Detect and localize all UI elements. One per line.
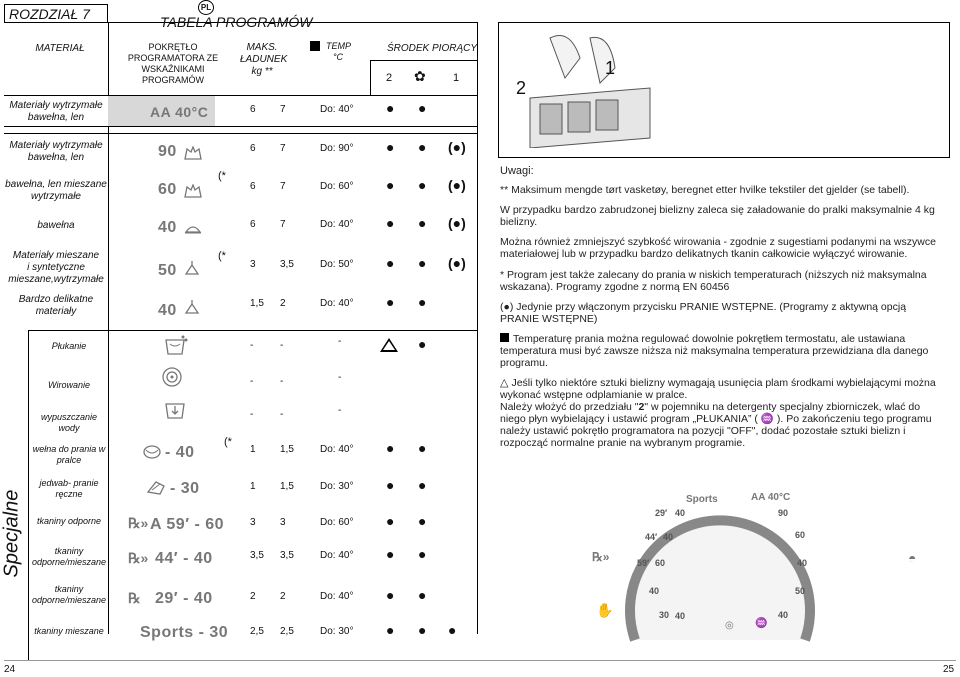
detergent-flower-marker: ● — [418, 139, 427, 155]
row-material: tkaniny odporne/mieszane — [31, 584, 107, 605]
temp-value: Do: 40° — [320, 219, 354, 230]
detergent-1-marker: (●) — [448, 215, 466, 231]
detergent-2-marker: ● — [386, 546, 395, 562]
chapter-title: ROZDZIAŁ 7 — [9, 6, 90, 22]
express-icon: ℞ — [128, 590, 141, 606]
dial-59b: 60 — [655, 558, 666, 568]
row-material: tkaniny mieszane — [34, 626, 104, 636]
detergent-flower-marker: ● — [418, 587, 427, 603]
cotton-icon — [184, 146, 202, 160]
dial-60: 60 — [795, 530, 806, 540]
load-max-value: 1,5 — [280, 444, 294, 455]
load-max-value: 7 — [280, 219, 286, 230]
detergent-2-marker: ● — [386, 255, 395, 271]
temp-value: Do: 90° — [320, 143, 354, 154]
detergent-flower-marker: ● — [418, 294, 427, 310]
notes-block — [500, 165, 948, 449]
temp-square-icon — [310, 41, 320, 51]
detergent-drawer-illustration — [520, 28, 660, 148]
flower-icon: ✿ — [414, 68, 426, 84]
note-6: Temperaturę prania można regulować dowolnie pokrętłem termostatu, ale ustawiana temperatura musi być zawsze niższa niż maksymalna temperatura przewidziana dla danego programu. — [500, 333, 929, 369]
rinse-icon: ♒ — [757, 413, 777, 425]
page-number-left: 24 — [4, 664, 16, 675]
header-material: MATERIAŁ — [35, 43, 85, 54]
dial-44: 44′ — [645, 532, 658, 542]
cotton-icon — [184, 220, 202, 234]
temp-value: Do: 40° — [320, 104, 354, 115]
express-icon: ℞» — [128, 550, 149, 566]
wool-icon: ◓ — [908, 550, 917, 566]
load-min-value: - — [250, 376, 254, 387]
program-label: 50 — [158, 262, 177, 279]
drain-icon — [164, 402, 186, 422]
spin-icon — [162, 367, 182, 387]
detergent-1-marker: (●) — [448, 139, 466, 155]
dial-90: 90 — [778, 508, 789, 518]
detergent-2-marker: ● — [386, 100, 395, 116]
load-max-value: 3 — [280, 517, 286, 528]
program-label: 40 — [158, 219, 177, 236]
detergent-flower-marker: ● — [418, 513, 427, 529]
temp-value: - — [338, 405, 342, 416]
detergent-2-marker: ● — [386, 477, 395, 493]
load-max-value: 7 — [280, 181, 286, 192]
note-1: ** Maksimum mengde tørt vasketøy, beregnet etter hvilke tekstiler det gjelder (se tabell). — [500, 184, 910, 196]
note-5: (●) Jedynie przy włączonym przycisku PRANIE WSTĘPNE. (Programy z aktywną opcją PRANIE WSTĘPNE) — [500, 301, 907, 325]
handwash-icon — [146, 478, 168, 496]
program-label: - 30 — [170, 480, 200, 497]
chapter-box — [4, 4, 108, 23]
load-min-value: 1 — [250, 481, 256, 492]
load-max-value: 2,5 — [280, 626, 294, 637]
row-material: Wirowanie — [48, 380, 90, 390]
note-2: W przypadku bardzo zabrudzonej bielizny zaleca się załadowanie do pralki maksymalnie 4 kg bielizny. — [500, 204, 935, 228]
wool-icon — [142, 442, 164, 460]
program-label: 40 — [158, 302, 177, 319]
load-min-value: 6 — [250, 181, 256, 192]
star-note: (* — [224, 436, 232, 448]
load-min-value: 6 — [250, 219, 256, 230]
temp-value: Do: 30° — [320, 481, 354, 492]
load-max-value: 7 — [280, 104, 286, 115]
load-max-value: 3,5 — [280, 550, 294, 561]
header-load: MAKS. ŁADUNEK kg ** — [240, 42, 288, 77]
dial-50: 50 — [795, 586, 806, 596]
row-material: bawełna, len mieszane wytrzymałe — [5, 179, 107, 202]
bleach-triangle-icon — [380, 338, 398, 352]
load-max-value: - — [280, 376, 284, 387]
program-label: Sports - 30 — [140, 624, 229, 641]
cotton-icon — [184, 184, 202, 198]
temp-value: Do: 40° — [320, 298, 354, 309]
detergent-flower-marker: ● — [418, 336, 427, 352]
detergent-flower-marker: ● — [418, 215, 427, 231]
detergent-flower-marker: ● — [418, 477, 427, 493]
temp-value: Do: 40° — [320, 591, 354, 602]
dial-aa: AA 40°C — [751, 492, 791, 503]
temp-value: Do: 50° — [320, 259, 354, 270]
load-min-value: 1,5 — [250, 298, 264, 309]
dial-40d: 40 — [675, 611, 686, 621]
load-min-value: 2 — [250, 591, 256, 602]
load-max-value: 7 — [280, 143, 286, 154]
temp-value: - — [338, 336, 342, 347]
dial-sports: Sports — [686, 494, 718, 505]
drawer-label-1: 1 — [605, 58, 616, 78]
detergent-flower-marker: ● — [418, 100, 427, 116]
load-min-value: - — [250, 340, 254, 351]
rinse-icon — [164, 334, 188, 356]
row-material: Płukanie — [51, 341, 87, 351]
temp-value: Do: 60° — [320, 517, 354, 528]
temp-square-icon — [500, 333, 509, 342]
lang-badge: PL — [198, 0, 214, 15]
dial-40a: 40 — [797, 558, 808, 568]
program-label: - 40 — [165, 444, 195, 461]
dial-29b: 40 — [675, 508, 686, 518]
dial-29: 29′ — [655, 508, 668, 518]
dial-30: 30 — [659, 610, 670, 620]
rinse-icon: ♒ — [755, 618, 768, 629]
load-min-value: - — [250, 409, 254, 420]
load-min-value: 3 — [250, 259, 256, 270]
header-det-1: 1 — [453, 72, 460, 84]
program-label: 90 — [158, 143, 177, 160]
load-min-value: 3 — [250, 517, 256, 528]
temp-value: Do: 60° — [320, 181, 354, 192]
drawer-label-2: 2 — [516, 78, 527, 98]
detergent-2-marker: ● — [386, 513, 395, 529]
row-material: Materiały wytrzymałe bawełna, len — [9, 140, 103, 163]
handwash-icon: ✋ — [596, 602, 614, 618]
detergent-2-marker: ● — [386, 139, 395, 155]
page-number-right: 25 — [943, 664, 955, 675]
load-min-value: 2,5 — [250, 626, 264, 637]
load-min-value: 1 — [250, 444, 256, 455]
load-min-value: 6 — [250, 143, 256, 154]
program-label: AA 40°C — [150, 104, 209, 120]
detergent-1-marker: ● — [448, 622, 457, 638]
header-det-2: 2 — [386, 72, 393, 84]
load-min-value: 6 — [250, 104, 256, 115]
header-detergent: ŚRODEK PIORĄCY — [387, 43, 478, 54]
row-material: bawełna — [37, 220, 75, 231]
detergent-2-marker: ● — [386, 294, 395, 310]
program-label: A 59′ - 60 — [150, 516, 225, 533]
star-note: (* — [218, 170, 226, 182]
program-label: 44′ - 40 — [155, 550, 213, 567]
row-material: tkaniny odporne — [36, 516, 102, 526]
detergent-flower-marker: ● — [418, 546, 427, 562]
temp-value: Do: 40° — [320, 550, 354, 561]
load-max-value: 3,5 — [280, 259, 294, 270]
program-label: 29′ - 40 — [155, 590, 213, 607]
star-note: (* — [218, 250, 226, 262]
spin-icon: ◎ — [725, 620, 734, 631]
header-knob: POKRĘTŁO PROGRAMATORA ZE WSKAŹNIKAMI PROGRAMÓW — [127, 42, 219, 85]
detergent-flower-marker: ● — [418, 440, 427, 456]
row-material: tkaniny odporne/mieszane — [31, 546, 107, 567]
note-3: Można również zmniejszyć szybkość wirowania - zgodnie z sugestiami podanymi na wszywce materiałowej lub w przypadku bardzo delikatnych tkanin całkowicie wyłączyć wirowanie. — [500, 236, 936, 260]
bleach-triangle-icon: △ — [500, 377, 509, 389]
temp-value: Do: 40° — [320, 444, 354, 455]
dial-40b: 40 — [778, 610, 789, 620]
detergent-2-marker: ● — [386, 587, 395, 603]
temp-value: Do: 30° — [320, 626, 354, 637]
load-min-value: 3,5 — [250, 550, 264, 561]
row-material: Bardzo delikatne materiały — [18, 294, 94, 317]
load-max-value: - — [280, 409, 284, 420]
synthetic-icon — [184, 260, 200, 276]
express-icon: ℞» — [592, 550, 610, 564]
header-temp: TEMP °C — [326, 41, 352, 62]
detergent-2-marker: ● — [386, 622, 395, 638]
row-material: wypuszczanie wody — [40, 412, 98, 433]
table-title: TABELA PROGRAMÓW — [160, 14, 313, 30]
dial-59: 59′ — [637, 558, 650, 568]
load-max-value: - — [280, 340, 284, 351]
dial-44b: 40 — [663, 532, 674, 542]
delicate-icon — [184, 299, 200, 315]
dial-40c: 40 — [649, 586, 660, 596]
row-material: Materiały wytrzymałe bawełna, len — [9, 100, 103, 123]
note-8: Należy włożyć do przedziału "2" w pojemniku na detergenty specjalny zbiorniczek, wlać do niego płyn wybielający i ustawić program „PŁUKANIA” ( ♒ ). Po zakończeniu tego programu należy ustawić pokrętło programatora na pozycji "OFF", dodać pozostałe sztuki bielizn i rozpocząć normalne pranie na wybranym programie. — [500, 401, 932, 449]
side-label: Specjalne — [0, 489, 23, 578]
load-max-value: 1,5 — [280, 481, 294, 492]
notes-heading: Uwagi: — [500, 165, 534, 177]
row-material: Materiały mieszane i syntetyczne mieszane,wytrzymałe — [8, 250, 104, 285]
detergent-flower-marker: ● — [418, 622, 427, 638]
express-icon: ℞» — [128, 515, 149, 531]
row-material: jedwab- pranie ręczne — [39, 478, 99, 499]
program-label: 60 — [158, 181, 177, 198]
load-max-value: 2 — [280, 298, 286, 309]
detergent-1-marker: (●) — [448, 177, 466, 193]
detergent-flower-marker: ● — [418, 177, 427, 193]
row-material: wełna do prania w pralce — [32, 444, 106, 465]
note-4: * Program jest także zalecany do prania w niskich temperaturach (niższych niż maksymalna wskazana). Programy zgodne z normą EN 60456 — [500, 269, 927, 293]
detergent-flower-marker: ● — [418, 255, 427, 271]
detergent-2-marker: ● — [386, 440, 395, 456]
load-max-value: 2 — [280, 591, 286, 602]
detergent-1-marker: (●) — [448, 255, 466, 271]
detergent-2-marker: ● — [386, 177, 395, 193]
program-dial — [615, 490, 825, 642]
detergent-2-marker: ● — [386, 215, 395, 231]
note-7: △ Jeśli tylko niektóre sztuki bielizny wymagają usunięcia plam środkami wybielającymi można wykonać wstępne odplamianie w pralce. — [500, 377, 936, 401]
temp-value: - — [338, 372, 342, 383]
